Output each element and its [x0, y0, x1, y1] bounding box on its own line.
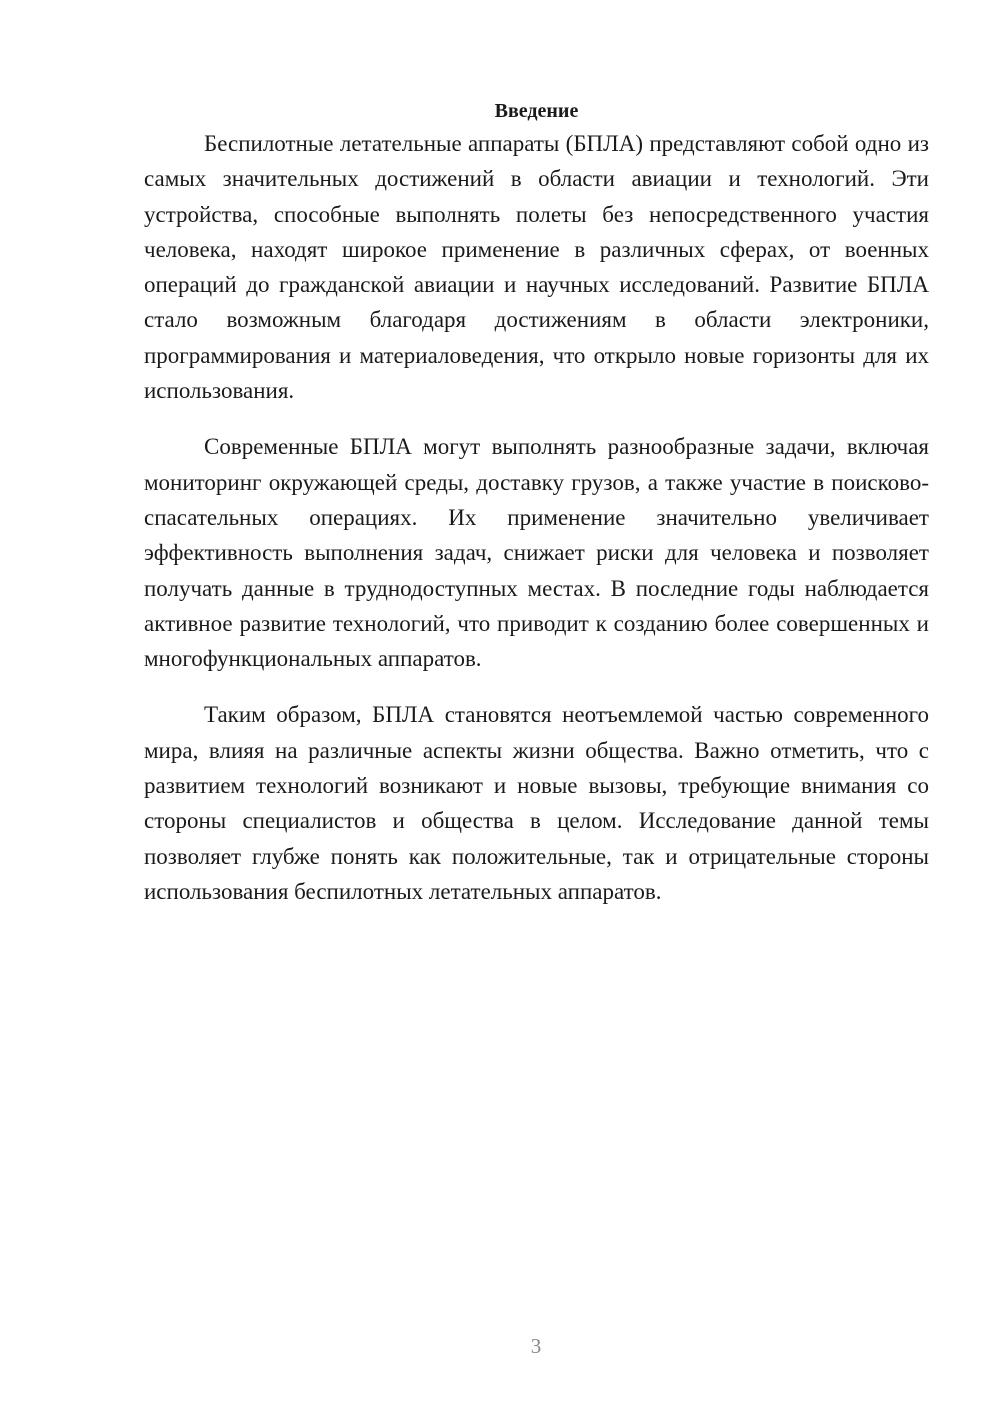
page-content: [144, 96, 929, 909]
page-number: 3: [530, 1334, 542, 1358]
paragraph-1: Беспилотные летательные аппараты (БПЛА) представляют собой одно из самых значительных достижений в области авиации и технологий. Эти устройства, способные выполнять полеты без непосредственного участия человека, находят широкое применение в различных сферах, от военных операций до гражданской авиации и научных исследований. Развитие БПЛА стало возможным благодаря достижениям в области электроники, программирования и материаловедения, что открыло новые горизонты для их использования.: [144, 131, 929, 404]
section-title: Введение: [494, 100, 579, 122]
paragraph-3: Таким образом, БПЛА становятся неотъемлемой частью современного мира, влияя на различные аспекты жизни общества. Важно отметить, что с развитием технологий возникают и новые вызовы, требующие внимания со стороны специалистов и общества в целом. Исследование данной темы позволяет глубже понять как положительные, так и отрицательные стороны использования беспилотных летательных аппаратов.: [144, 702, 929, 904]
paragraph-2: Современные БПЛА могут выполнять разнообразные задачи, включая мониторинг окружающей среды, доставку грузов, а также участие в поисково-спасательных операциях. Их применение значительно увеличивает эффективность выполнения задач, снижает риски для человека и позволяет получать данные в труднодоступных местах. В последние годы наблюдается активное развитие технологий, что приводит к созданию более совершенных и многофункциональных аппаратов.: [144, 434, 929, 672]
